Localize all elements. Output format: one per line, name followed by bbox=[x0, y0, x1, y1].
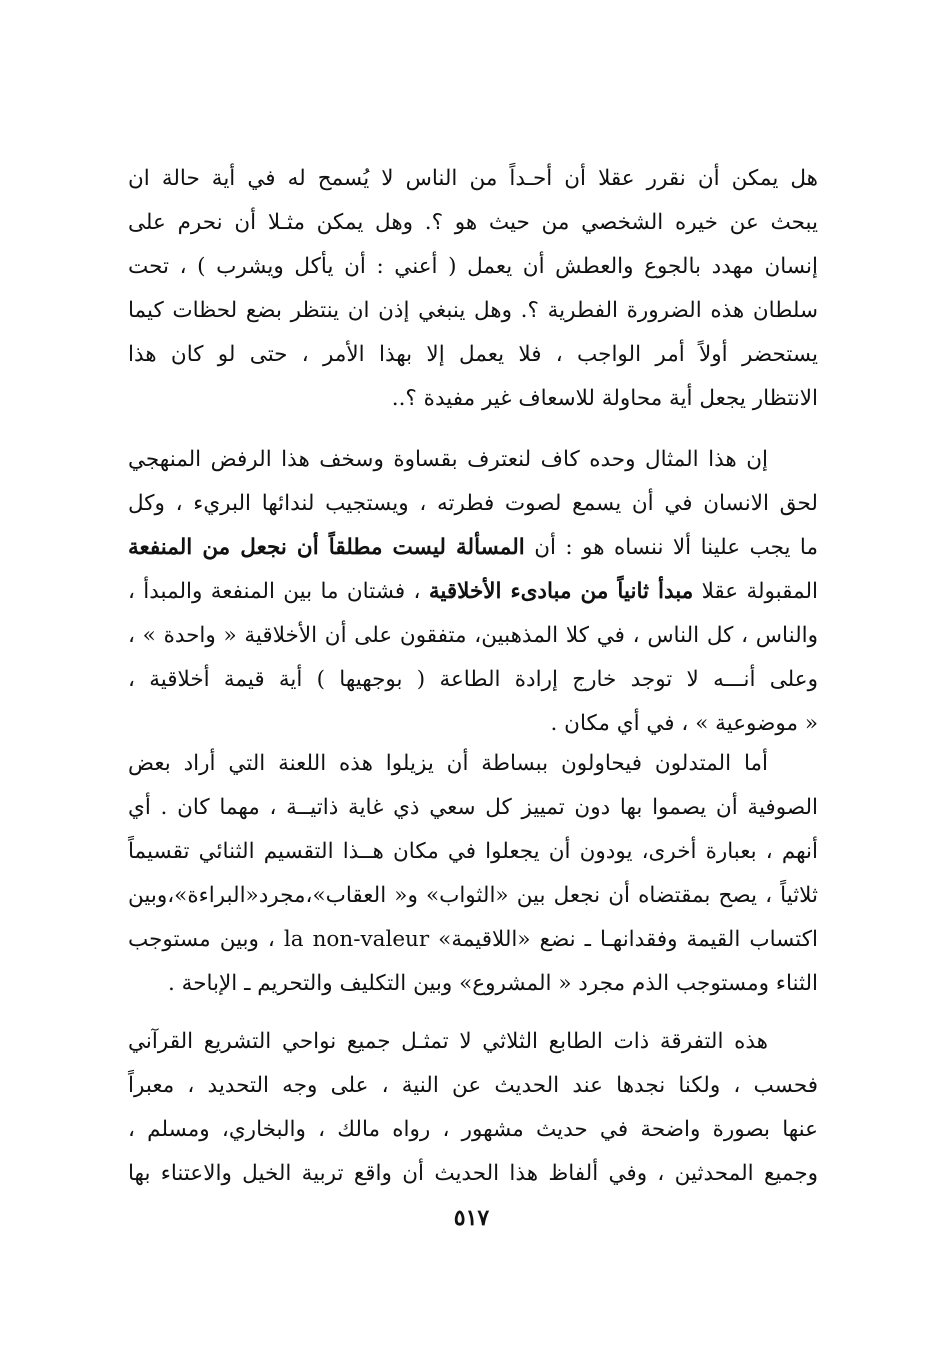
paragraph-1 bbox=[128, 157, 818, 421]
page-number: ٥١٧ bbox=[453, 1205, 490, 1231]
text-line: ما يجب علينا ألا ننساه هو : أن المسألة ليست مطلقاً أن نجعل من المنفعة bbox=[128, 535, 818, 560]
paragraph-3 bbox=[128, 742, 818, 1006]
paragraph-4 bbox=[128, 1020, 818, 1196]
text-line: « موضوعية » ، في أي مكان . bbox=[550, 711, 818, 736]
text-line: ثلاثياً ، يصح بمقتضاه أن نجعل بين «الثواب» و« العقاب»،مجرد«البراءة»،وبين bbox=[128, 883, 818, 908]
paragraph-2 bbox=[128, 438, 818, 746]
text-line: وعلى أنـــه لا توجد خارج إرادة الطاعة ( بوجهيها ) أية قيمة أخلاقية ، bbox=[128, 667, 818, 692]
text-line: هل يمكن أن نقرر عقلا أن أحـداً من الناس لا يُسمح له في أية حالة ان bbox=[128, 166, 818, 191]
bold-phrase: مبدأ ثانياً من مبادىء الأخلاقية bbox=[428, 579, 694, 604]
text-line: أما المتدلون فيحاولون ببساطة أن يزيلوا هذه اللعنة التي أراد بعض bbox=[128, 751, 768, 776]
text-line: أنهم ، بعبارة أخرى، يودون أن يجعلوا في مكان هــذا التقسيم الثنائي تقسيماً bbox=[128, 839, 818, 864]
text-line: اكتساب القيمة وفقدانهـا ـ نضع «اللاقيمة» la non-valeur ، وبين مستوجب bbox=[128, 927, 819, 952]
text-line: إنسان مهدد بالجوع والعطش أن يعمل ( أعني : أن يأكل ويشرب ) ، تحت bbox=[128, 254, 818, 279]
text-line: يبحث عن خيره الشخصي من حيث هو ؟. وهل يمكن مثـلا أن نحرم على bbox=[128, 210, 818, 235]
text-line: لحق الانسان في أن يسمع لصوت فطرته ، ويستجيب لندائها البريء ، وكل bbox=[128, 491, 818, 516]
text-line: الثناء ومستوجب الذم مجرد « المشروع» وبين التكليف والتحريم ـ الإباحة . bbox=[168, 971, 818, 996]
text-line: يستحضر أولاً أمر الواجب ، فلا يعمل إلا بهذا الأمر ، حتى لو كان هذا bbox=[128, 342, 818, 367]
text-line: المقبولة عقلا مبدأ ثانياً من مبادىء الأخلاقية ، فشتان ما بين المنفعة والمبدأ ، bbox=[128, 579, 818, 604]
text-line: هذه التفرقة ذات الطابع الثلاثي لا تمثـل جميع نواحي التشريع القرآني bbox=[128, 1029, 768, 1054]
text-line: وجميع المحدثين ، وفي ألفاظ هذا الحديث أن واقع تربية الخيل والاعتناء بها bbox=[128, 1161, 818, 1186]
text-line: والناس ، كل الناس ، في كلا المذهبين، متفقون على أن الأخلاقية « واحدة » ، bbox=[128, 623, 818, 648]
text-line: عنها بصورة واضحة في حديث مشهور ، رواه مالك ، والبخاري، ومسلم ، bbox=[128, 1117, 818, 1142]
text-line: الانتظار يجعل أية محاولة للاسعاف غير مفيدة ؟.. bbox=[391, 386, 818, 411]
text-line: إن هذا المثال وحده كاف لنعترف بقساوة وسخف هذا الرفض المنهجي bbox=[128, 447, 768, 472]
bold-phrase: المسألة ليست مطلقاً أن نجعل من المنفعة bbox=[128, 535, 525, 560]
text-line: الصوفية أن يصموا بها دون تمييز كل سعي ذي غاية ذاتيــة ، مهما كان . أي bbox=[128, 795, 818, 820]
text-line: سلطان هذه الضرورة الفطرية ؟. وهل ينبغي إذن ان ينتظر بضع لحظات كيما bbox=[128, 298, 818, 323]
text-line: فحسب ، ولكنا نجدها عند الحديث عن النية ، على وجه التحديد ، معبراً bbox=[128, 1073, 818, 1098]
